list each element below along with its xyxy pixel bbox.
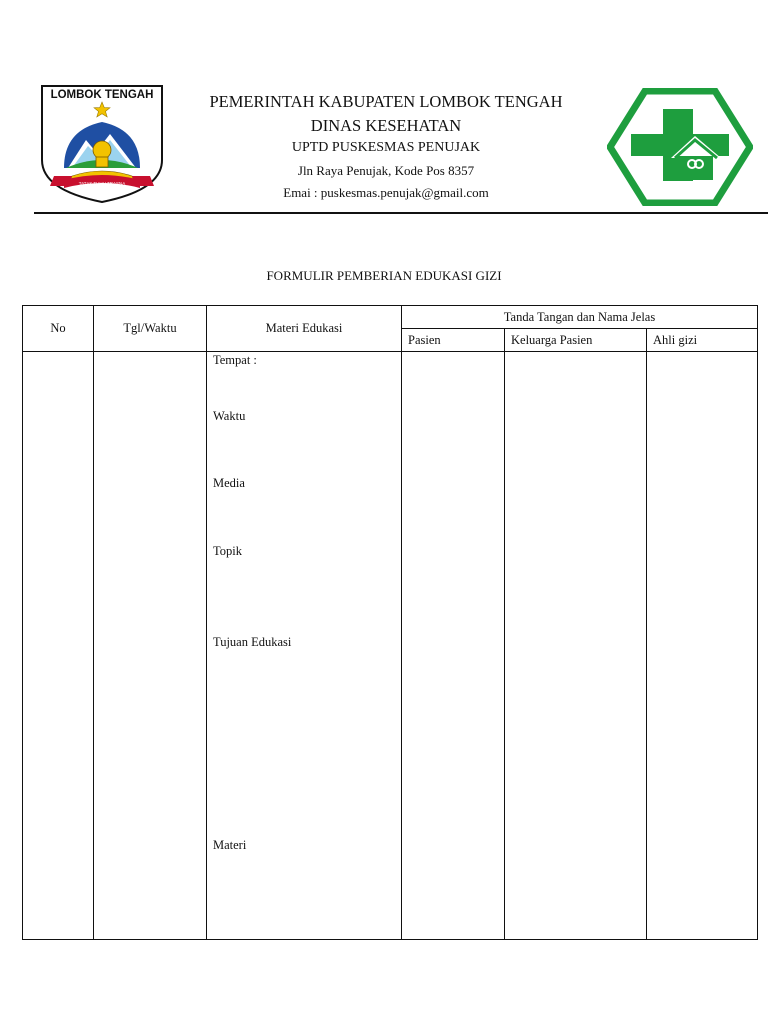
field-materi: Materi — [213, 838, 247, 852]
col-header-materi-edukasi: Materi Edukasi — [207, 306, 402, 352]
letterhead-rule — [34, 212, 768, 214]
col-header-tanda-tangan: Tanda Tangan dan Nama Jelas — [402, 306, 758, 329]
kop-email: Emai : puskesmas.penujak@gmail.com — [283, 185, 489, 200]
cell-no[interactable] — [23, 352, 94, 940]
kop-unit-name: UPTD PUSKESMAS PENUJAK — [291, 140, 481, 155]
field-media: Media — [213, 476, 245, 490]
col-header-tgl-waktu: Tgl/Waktu — [94, 306, 207, 352]
kop-government-name: PEMERINTAH KABUPATEN LOMBOK TENGAH — [209, 92, 563, 111]
cell-signature-ahli-gizi[interactable] — [647, 352, 758, 940]
cell-signature-keluarga-pasien[interactable] — [505, 352, 647, 940]
col-header-keluarga-pasien: Keluarga Pasien — [505, 329, 647, 352]
form-title: FORMULIR PEMBERIAN EDUKASI GIZI — [266, 268, 502, 283]
col-header-ahli-gizi: Ahli gizi — [647, 329, 758, 352]
kop-agency-name: DINAS KESEHATAN — [310, 116, 462, 135]
field-tempat: Tempat : — [213, 353, 257, 367]
field-tujuan-edukasi: Tujuan Edukasi — [213, 635, 292, 649]
kop-address: Jln Raya Penujak, Kode Pos 8357 — [297, 163, 475, 178]
crest-label: LOMBOK TENGAH — [50, 89, 154, 101]
puskesmas-cross-icon — [607, 88, 753, 206]
cell-materi-edukasi[interactable] — [207, 352, 402, 940]
field-waktu: Waktu — [213, 409, 246, 423]
lombok-tengah-crest-logo — [38, 82, 166, 204]
field-topik: Topik — [213, 544, 242, 558]
education-form-table — [22, 305, 758, 940]
crest-motto: TATAS TUHU TRASNA — [78, 181, 126, 186]
col-header-no: No — [23, 306, 94, 352]
cell-tgl-waktu[interactable] — [94, 352, 207, 940]
col-header-pasien: Pasien — [402, 329, 505, 352]
cell-signature-pasien[interactable] — [402, 352, 505, 940]
